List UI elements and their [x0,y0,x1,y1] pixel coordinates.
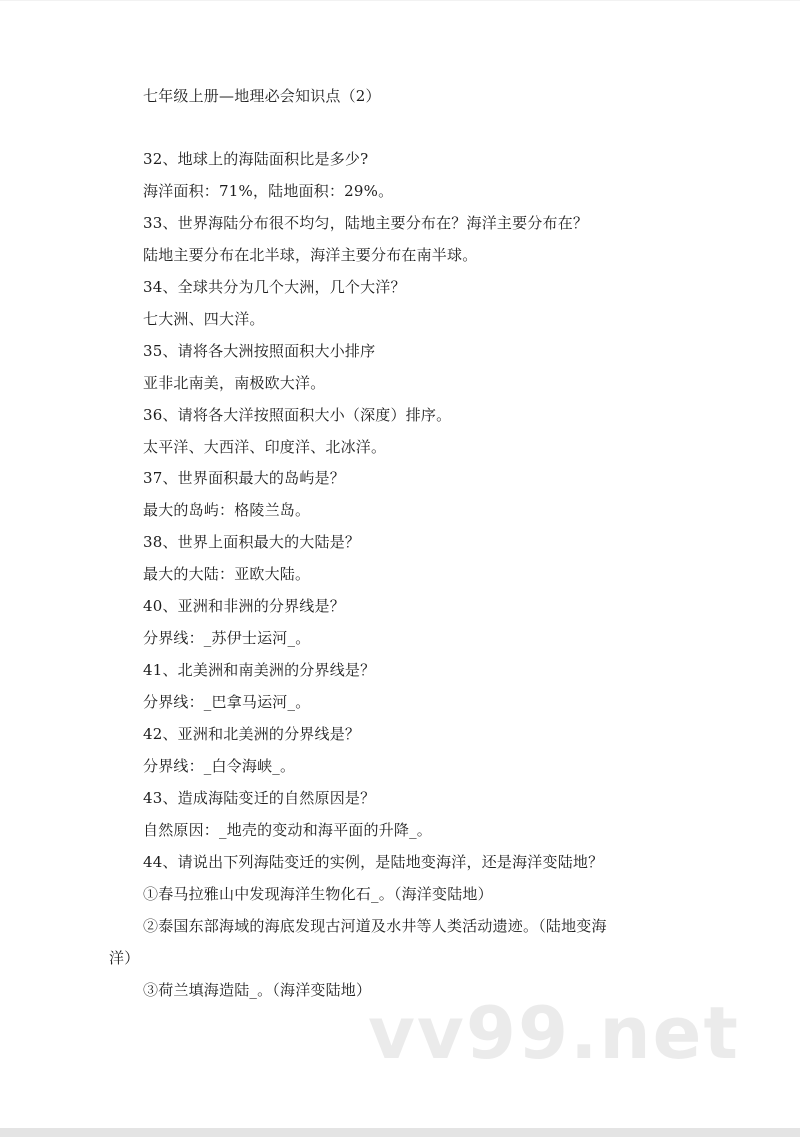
answer-32: 海洋面积：71%，陆地面积：29%。 [143,182,394,200]
question-40: 40、亚洲和非洲的分界线是？ [143,597,345,615]
question-44: 44、请说出下列海陆变迁的实例，是陆地变海洋，还是海洋变陆地？ [143,853,604,871]
example-3: ③荷兰填海造陆_。（海洋变陆地） [143,981,372,999]
example-1: ①春马拉雅山中发现海洋生物化石_。（海洋变陆地） [143,885,493,903]
answer-38: 最大的大陆：亚欧大陆。 [143,565,311,583]
answer-33: 陆地主要分布在北半球，海洋主要分布在南半球。 [143,246,478,264]
answer-34: 七大洲、四大洋。 [143,310,265,328]
answer-36: 太平洋、大西洋、印度洋、北冰洋。 [143,438,387,456]
question-36: 36、请将各大洋按照面积大小（深度）排序。 [143,406,452,424]
question-34: 34、全球共分为几个大洲，几个大洋？ [143,278,406,296]
answer-42: 分界线：_白令海峡_。 [143,757,296,775]
answer-41: 分界线：_巴拿马运河_。 [143,693,311,711]
example-2: ②泰国东部海域的海底发现古河道及水井等人类活动遗迹。（陆地变海 [143,917,607,935]
watermark-text: vv99.net [368,991,740,1075]
question-33: 33、世界海陆分布很不均匀，陆地主要分布在？海洋主要分布在？ [143,214,589,232]
answer-35: 亚非北南美，南极欧大洋。 [143,374,326,392]
answer-37: 最大的岛屿：格陵兰岛。 [143,501,311,519]
question-42: 42、亚洲和北美洲的分界线是？ [143,725,361,743]
question-37: 37、世界面积最大的岛屿是？ [143,469,345,487]
question-38: 38、世界上面积最大的大陆是？ [143,533,361,551]
page-title: 七年级上册—地理必会知识点（2） [143,87,381,105]
page-bottom-edge [0,1128,800,1137]
answer-43: 自然原因：_地壳的变动和海平面的升降_。 [143,821,433,839]
example-2-continued: 洋） [109,949,140,967]
answer-40: 分界线：_苏伊士运河_。 [143,629,311,647]
question-43: 43、造成海陆变迁的自然原因是？ [143,789,376,807]
question-41: 41、北美洲和南美洲的分界线是？ [143,661,376,679]
question-32: 32、地球上的海陆面积比是多少? [143,150,369,168]
question-35: 35、请将各大洲按照面积大小排序 [143,342,376,360]
